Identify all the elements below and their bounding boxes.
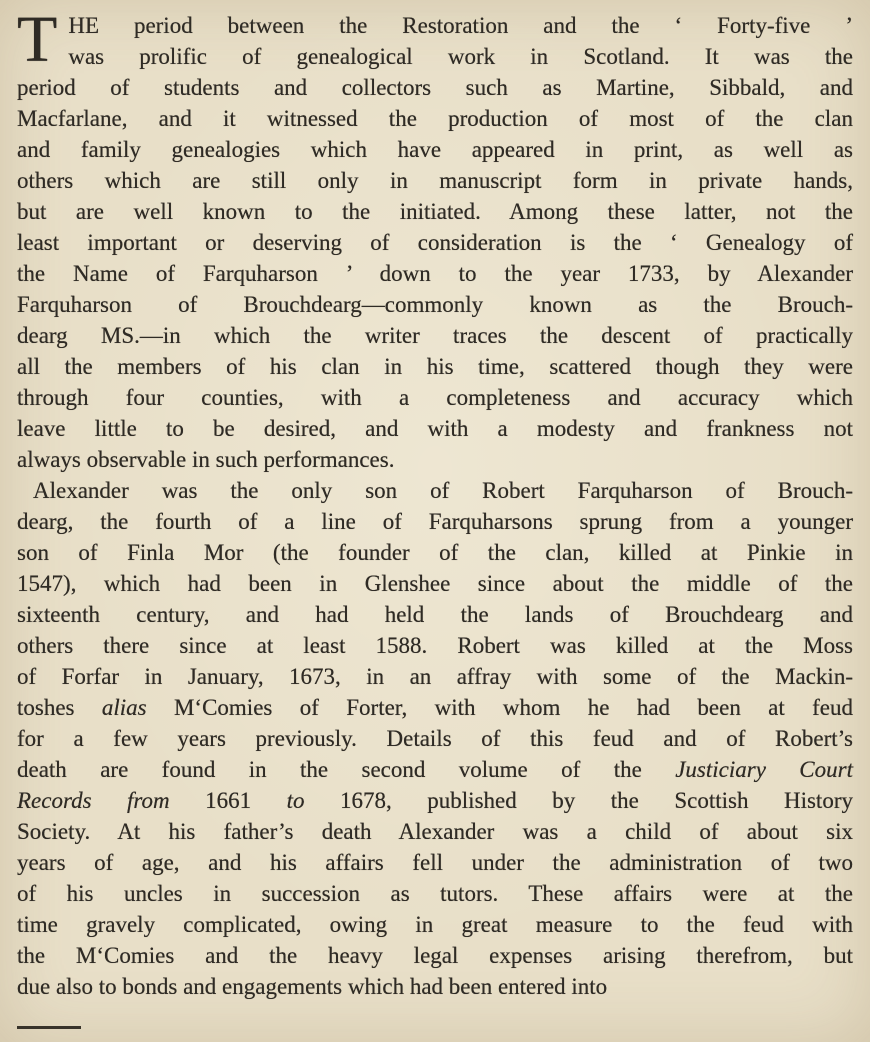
text-run: through four counties, with a completeness and accuracy which [17,385,853,410]
text-run: of Forfar in January, 1673, in an affray with some of the Mackin- [17,664,853,689]
text-line [17,444,853,475]
text-run: others which are still only in manuscript form in private hands, [17,168,853,193]
text-run: the Name of Farquharson ’ down to the year 1733, by Alexander [17,261,853,286]
text-line [17,382,853,413]
text-run: period of students and collectors such as Martine, Sibbald, and [17,75,853,100]
text-line [17,940,853,971]
text-line [17,909,853,940]
text-line [17,475,853,506]
text-line [17,196,853,227]
text-run: leave little to be desired, and with a modesty and frankness not [17,416,853,441]
text-run: toshes [17,695,102,720]
text-block [17,3,854,1002]
text-run: HE period between the Restoration and the ‘ Forty-five ’ [68,13,853,38]
text-run-italic: Justiciary Court [675,757,853,782]
text-line [17,227,853,258]
text-line [17,816,853,847]
text-line [17,413,853,444]
text-run: Society. At his father’s death Alexander was a child of about six [17,819,853,844]
text-run: but are well known to the initiated. Among these latter, not the [17,199,853,224]
text-line [17,351,853,382]
text-line [17,103,853,134]
paragraph [17,3,853,475]
text-run: 1547), which had been in Glenshee since about the middle of the [17,571,853,596]
text-line [17,165,853,196]
text-run: of his uncles in succession as tutors. These affairs were at the [17,881,853,906]
text-line [17,10,853,41]
text-run: others there since at least 1588. Robert was killed at the Moss [17,633,853,658]
text-run: always observable in such performances. [17,447,395,472]
text-run: M‘Comies of Forter, with whom he had been at feud [146,695,854,720]
text-line [17,878,853,909]
text-line [17,630,853,661]
text-line [17,72,853,103]
text-line [17,506,853,537]
text-run: for a few years previously. Details of this feud and of Robert’s [17,726,853,751]
text-line [17,134,853,165]
text-run: sixteenth century, and had held the lands of Brouchdearg and [17,602,853,627]
text-run: 1678, published by the Scottish History [304,788,853,813]
text-run-italic: Records from [17,788,170,813]
text-line [17,692,853,723]
text-run: dearg MS.—in which the writer traces the descent of practically [17,323,853,348]
text-line [17,754,853,785]
text-run-italic: alias [101,695,147,720]
text-run: 1661 [169,788,287,813]
text-run: dearg, the fourth of a line of Farquharsons sprung from a younger [17,509,853,534]
text-line [17,599,853,630]
drop-cap-initial: T [17,3,58,76]
text-line [17,568,853,599]
text-run: due also to bonds and engagements which had been entered into [17,974,608,999]
text-line [17,785,853,816]
footer-rule [17,1026,81,1029]
text-run: all the members of his clan in his time, scattered though they were [17,354,853,379]
text-line [17,537,853,568]
text-run: least important or deserving of consideration is the ‘ Genealogy of [17,230,853,255]
text-run: time gravely complicated, owing in great measure to the feud with [17,912,853,937]
text-line [17,971,853,1002]
text-line [17,289,853,320]
text-run: Farquharson of Brouchdearg—commonly known as the Brouch- [17,292,853,317]
paragraph [17,475,853,1002]
text-line [17,661,853,692]
text-run: the M‘Comies and the heavy legal expenses arising therefrom, but [17,943,853,968]
text-run: and family genealogies which have appeared in print, as well as [17,137,853,162]
text-run: Alexander was the only son of Robert Farquharson of Brouch- [33,478,853,503]
text-run: son of Finla Mor (the founder of the clan, killed at Pinkie in [17,540,853,565]
text-line [17,41,853,72]
text-run: Macfarlane, and it witnessed the production of most of the clan [17,106,853,131]
text-run: was prolific of genealogical work in Scotland. It was the [68,44,853,69]
text-line [17,258,853,289]
text-line [17,320,853,351]
text-run: death are found in the second volume of the [17,757,676,782]
text-line [17,723,853,754]
text-line [17,847,853,878]
text-run-italic: to [286,788,305,813]
text-run: years of age, and his affairs fell under the administration of two [17,850,853,875]
